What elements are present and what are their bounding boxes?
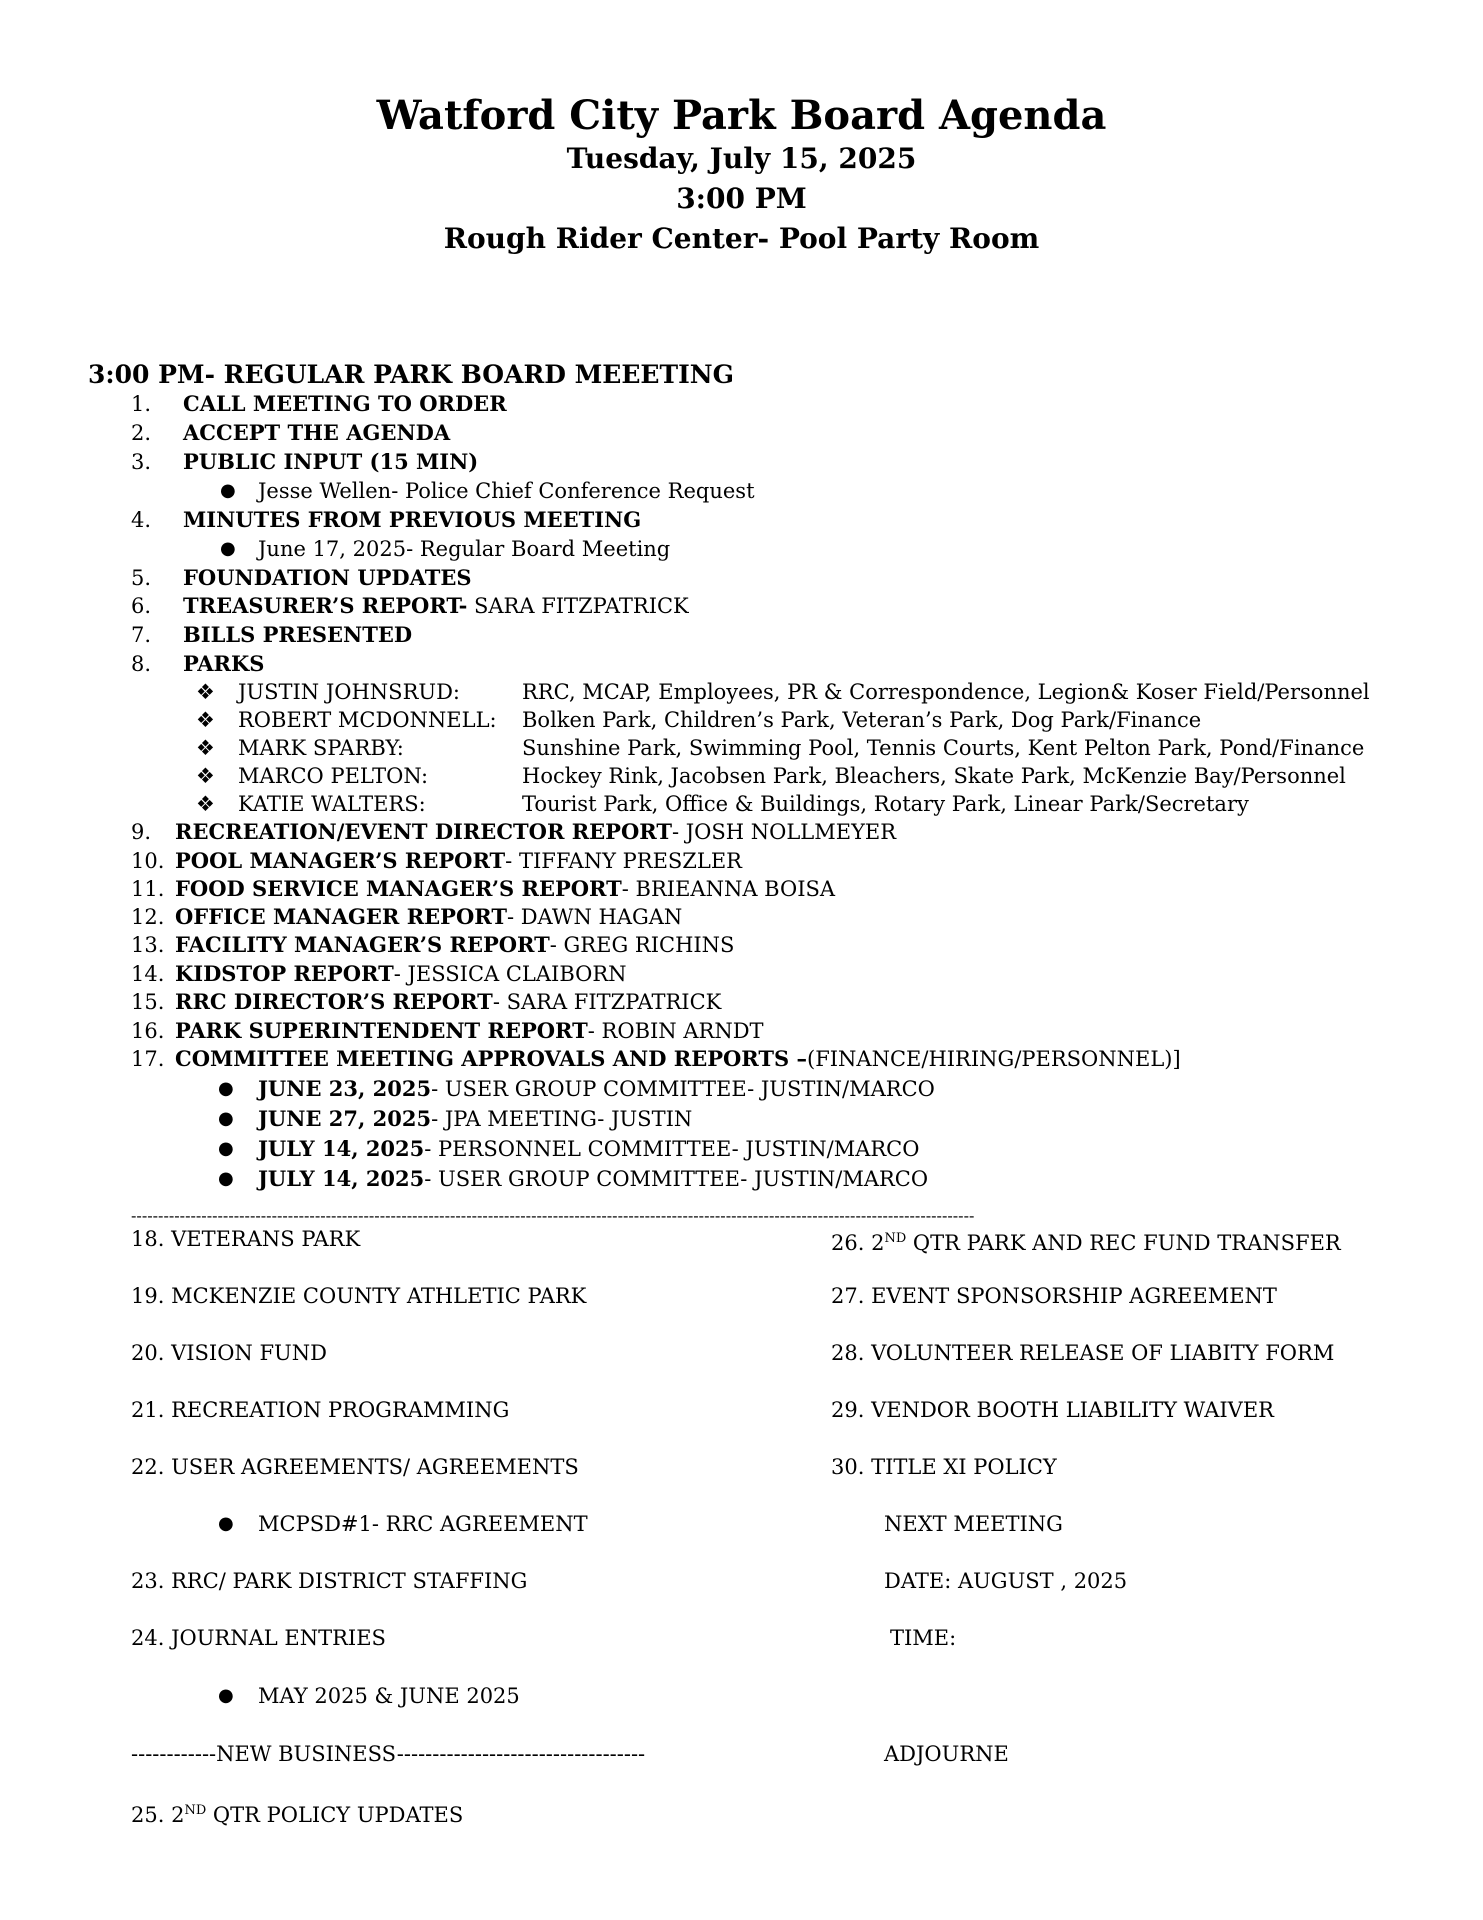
- agenda-item-14: 14. KIDSTOP REPORT- JESSICA CLAIBORN: [131, 961, 627, 986]
- agenda-item-27: 27. EVENT SPONSORSHIP AGREEMENT: [831, 1284, 1277, 1308]
- park-assignment-row: ❖ ROBERT MCDONNELL: Bolken Park, Children’s Park, Veteran’s Park, Dog Park/Finance: [196, 708, 1202, 732]
- meeting-time: 3:00 PM: [676, 182, 807, 215]
- agenda-item-9: 9. RECREATION/EVENT DIRECTOR REPORT- JOSH NOLLMEYER: [131, 819, 897, 844]
- next-meeting-date: DATE: AUGUST , 2025: [884, 1569, 1128, 1593]
- bullet-icon: ●: [220, 480, 236, 501]
- agenda-item-4: 4. MINUTES FROM PREVIOUS MEETING: [131, 507, 642, 532]
- diamond-bullet-icon: ❖: [196, 708, 215, 732]
- agenda-item-24: 24. JOURNAL ENTRIES: [131, 1626, 386, 1650]
- agenda-item-30: 30. TITLE XI POLICY: [831, 1455, 1057, 1479]
- meeting-location: Rough Rider Center- Pool Party Room: [443, 222, 1040, 255]
- agenda-item-3: 3. PUBLIC INPUT (15 MIN): [131, 449, 479, 474]
- agenda-item-12: 12. OFFICE MANAGER REPORT- DAWN HAGAN: [131, 904, 683, 929]
- agenda-item-20: 20. VISION FUND: [131, 1341, 327, 1365]
- bullet-icon: ●: [218, 1513, 234, 1534]
- agenda-item-8: 8. PARKS: [131, 651, 265, 676]
- new-business-divider: ------------NEW BUSINESS-----------------------------------: [131, 1742, 646, 1766]
- agenda-item-16: 16. PARK SUPERINTENDENT REPORT- ROBIN ARNDT: [131, 1018, 764, 1043]
- agenda-item-21: 21. RECREATION PROGRAMMING: [131, 1398, 510, 1422]
- park-assignment-row: ❖ JUSTIN JOHNSRUD: RRC, MCAP, Employees, PR & Correspondence, Legion& Koser Field/Personnel: [196, 680, 1370, 704]
- section-divider: ------------------------------------------------------------------------------------------------------------------------------------------------------------: [131, 1206, 975, 1225]
- park-assignment-row: ❖ MARK SPARBY: Sunshine Park, Swimming Pool, Tennis Courts, Kent Pelton Park, Pond/Finance: [196, 736, 1365, 760]
- bullet-icon: ●: [218, 1685, 234, 1706]
- agenda-item-6: 6. TREASURER’S REPORT- SARA FITZPATRICK: [131, 593, 689, 618]
- bullet-icon: ●: [218, 1108, 234, 1129]
- agenda-item-23: 23. RRC/ PARK DISTRICT STAFFING: [131, 1569, 528, 1593]
- agenda-title: Watford City Park Board Agenda: [376, 92, 1107, 139]
- diamond-bullet-icon: ❖: [196, 764, 215, 788]
- section-title: 3:00 PM- REGULAR PARK BOARD MEEETING: [88, 360, 734, 389]
- agenda-item-11: 11. FOOD SERVICE MANAGER’S REPORT- BRIEANNA BOISA: [131, 876, 836, 901]
- adjourn-label: ADJOURNE: [884, 1742, 1009, 1766]
- diamond-bullet-icon: ❖: [196, 680, 215, 704]
- agenda-item-25: 25. 2ND QTR POLICY UPDATES: [131, 1803, 464, 1827]
- agenda-item-1: 1. CALL MEETING TO ORDER: [131, 391, 507, 416]
- diamond-bullet-icon: ❖: [196, 792, 215, 816]
- agenda-page: Watford City Park Board Agenda Tuesday, July 15, 2025 3:00 PM Rough Rider Center- Pool Party Room 3:00 PM- REGULAR PARK BOARD MEEETING 1. CALL MEETING TO ORDER 2. ACCEPT THE AGENDA 3. PUBLIC INPUT (15 MIN) ● Jesse Wellen- Police Chief Conference Request 4. MINUTES FROM PREVIOUS MEETING ● June 17, 2025- Regular Board Meeting 5. FOUNDATION UPDATES 6. TREASURER’S REPORT- SARA FITZPATRICK 7. BILLS PRESENTED 8. PARKS ❖ JUSTIN JOHNSRUD: RRC, MCAP, Employees, PR & Correspondence, Legion& Koser Field/Personnel ❖ ROBERT MCDONNELL: Bolken Park, Children’s Park, Veteran’s Park, Dog Park/Finance ❖ MARK SPARBY: Sunshine Park, Swimming Pool, Tennis Courts, Kent Pelton Park, Pond/Finance ❖ MARCO PELTON: Hockey Rink, Jacobsen Park, Bleachers, Skate Park, McKenzie Bay/Personnel ❖ KATIE WALTERS: Tourist Park, Office & Buildings, Rotary Park, Linear Park/Secretary 9. RECREATION/EVENT DIRECTOR REPORT- JOSH NOLLMEYER 10. POOL MANAGER’S REPORT- TIFFANY PRESZLER 11. FOOD SERVICE MANAGER’S REPORT- BRIEANNA BOISA 12. OFFICE MANAGER REPORT- DAWN HAGAN 13. FACILITY MANAGER’S REPORT- GREG RICHINS 14. KIDSTOP REPORT- JESSICA CLAIBORN 15. RRC DIRECTOR’S REPORT- SARA FITZPATRICK 16. PARK SUPERINTENDENT REPORT- ROBIN ARNDT 17. COMMITTEE MEETING APPROVALS AND REPORTS –(FINANCE/HIRING/PERSONNEL)] ● JUNE 23, 2025- USER GROUP COMMITTEE- JUSTIN/MARCO ● JUNE 27, 2025- JPA MEETING- JUSTIN ● JULY 14, 2025- PERSONNEL COMMITTEE- JUSTIN/MARCO ● JULY 14, 2025- USER GROUP COMMITTEE- JUSTIN/MARCO ------------------------------------------------------------------------------------------------------------------------------------------------------------ 18. VETERANS PARK 19. MCKENZIE COUNTY ATHLETIC PARK 20. VISION FUND 21. RECREATION PROGRAMMING 22. USER AGREEMENTS/ AGREEMENTS ● MCPSD#1- RRC AGREEMENT 23. RRC/ PARK DISTRICT STAFFING 24. JOURNAL ENTRIES ● MAY 2025 & JUNE 2025 ------------NEW BUSINESS----------------------------------- 25. 2ND QTR POLICY UPDATES 26. 2ND QTR PARK AND REC FUND TRANSFER 27. EVENT SPONSORSHIP AGREEMENT 28. VOLUNTEER RELEASE OF LIABITY FORM 29. VENDOR BOOTH LIABILITY WAIVER 30. TITLE XI POLICY NEXT MEETING DATE: AUGUST , 2025 TIME: ADJOURNE: [0, 0, 1483, 1920]
- agenda-item-19: 19. MCKENZIE COUNTY ATHLETIC PARK: [131, 1284, 587, 1308]
- agenda-item-26: 26. 2ND QTR PARK AND REC FUND TRANSFER: [831, 1231, 1341, 1255]
- agenda-item-2: 2. ACCEPT THE AGENDA: [131, 420, 451, 445]
- bullet-icon: ●: [220, 538, 236, 559]
- agenda-item-7: 7. BILLS PRESENTED: [131, 622, 413, 647]
- bullet-icon: ●: [218, 1078, 234, 1099]
- bullet-icon: ●: [218, 1138, 234, 1159]
- agenda-item-17: 17. COMMITTEE MEETING APPROVALS AND REPORTS –(FINANCE/HIRING/PERSONNEL)]: [131, 1046, 1181, 1071]
- agenda-item-18: 18. VETERANS PARK: [131, 1227, 361, 1251]
- agenda-item-5: 5. FOUNDATION UPDATES: [131, 565, 472, 590]
- agenda-item-22: 22. USER AGREEMENTS/ AGREEMENTS: [131, 1455, 579, 1479]
- agenda-item-15: 15. RRC DIRECTOR’S REPORT- SARA FITZPATRICK: [131, 989, 722, 1014]
- next-meeting-label: NEXT MEETING: [884, 1512, 1063, 1536]
- agenda-item-29: 29. VENDOR BOOTH LIABILITY WAIVER: [831, 1398, 1274, 1422]
- park-assignment-row: ❖ KATIE WALTERS: Tourist Park, Office & Buildings, Rotary Park, Linear Park/Secretary: [196, 792, 1249, 816]
- diamond-bullet-icon: ❖: [196, 736, 215, 760]
- next-meeting-time: TIME:: [890, 1626, 957, 1650]
- agenda-item-28: 28. VOLUNTEER RELEASE OF LIABITY FORM: [831, 1341, 1335, 1365]
- bullet-icon: ●: [218, 1168, 234, 1189]
- meeting-date: Tuesday, July 15, 2025: [566, 142, 917, 175]
- agenda-item-13: 13. FACILITY MANAGER’S REPORT- GREG RICHINS: [131, 932, 735, 957]
- agenda-item-10: 10. POOL MANAGER’S REPORT- TIFFANY PRESZLER: [131, 848, 742, 873]
- park-assignment-row: ❖ MARCO PELTON: Hockey Rink, Jacobsen Park, Bleachers, Skate Park, McKenzie Bay/Personnel: [196, 764, 1346, 788]
